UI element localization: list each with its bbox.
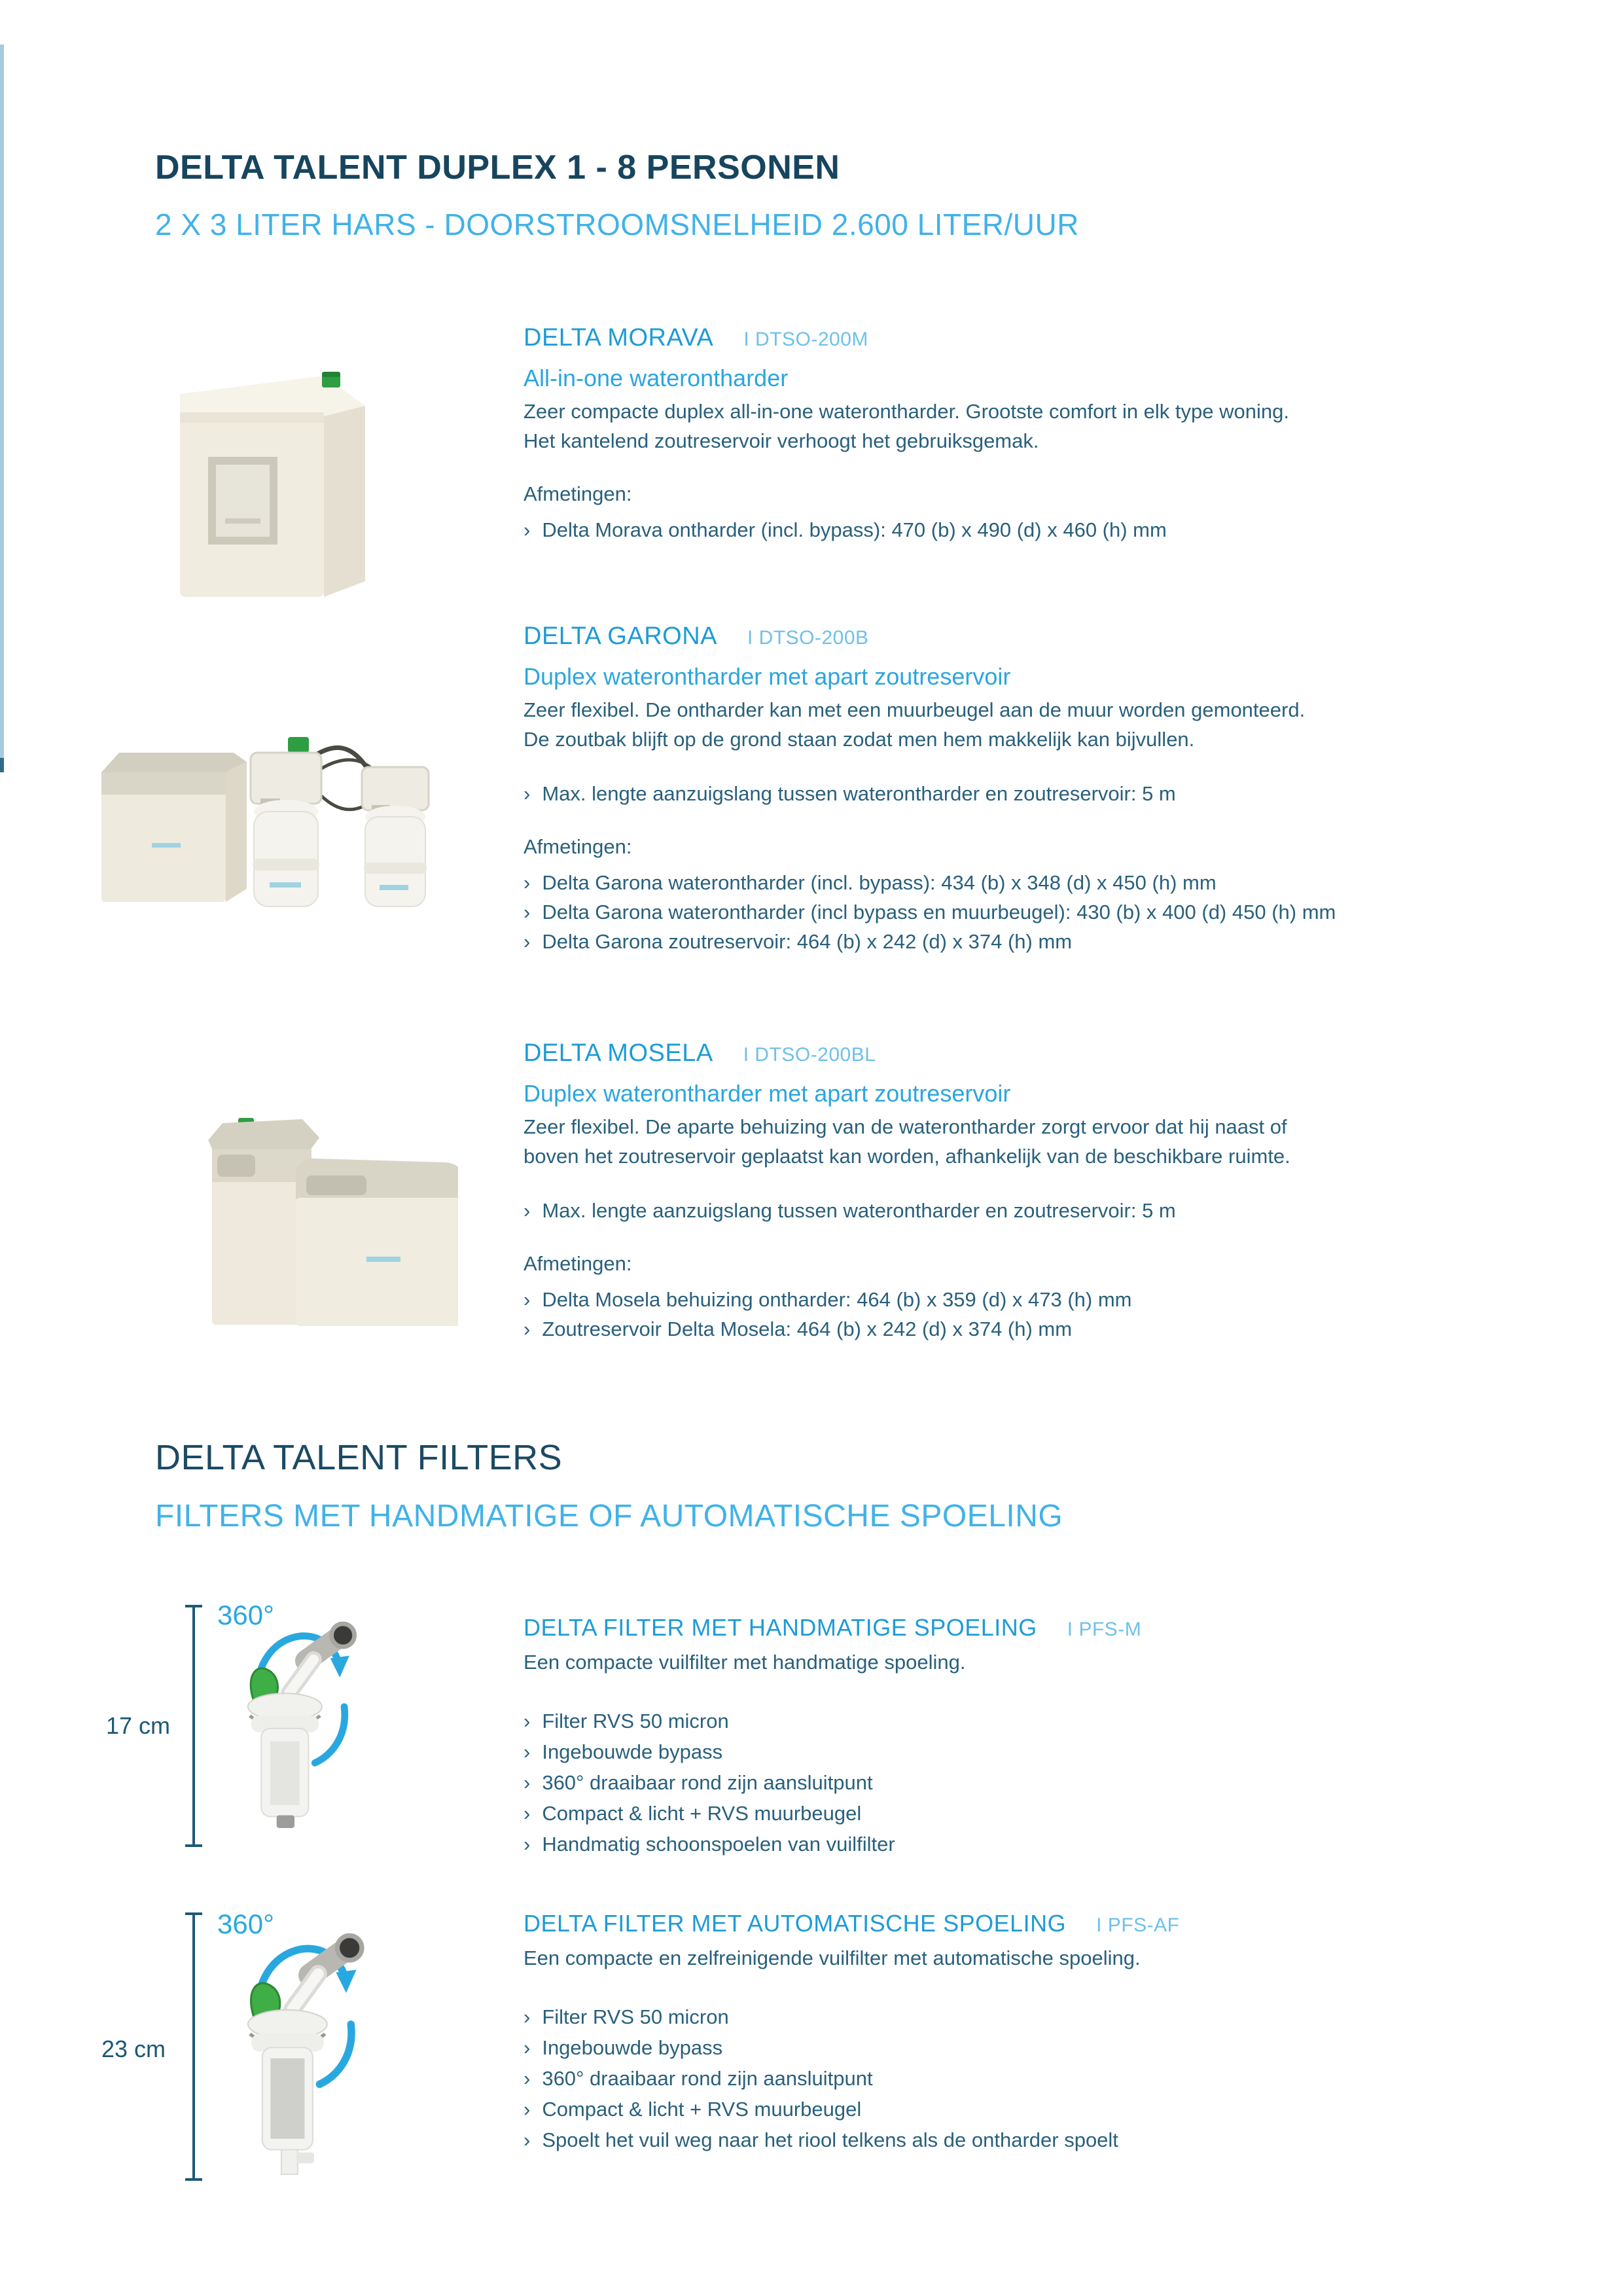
filter-name: DELTA FILTER MET AUTOMATISCHE SPOELING (524, 1910, 1067, 1937)
bullet-text: Compact & licht + RVS muurbeugel (542, 1802, 862, 1825)
product-name: DELTA MORAVA (524, 324, 714, 351)
chevron-bullet: › (524, 871, 531, 894)
height-dimension-line (185, 1912, 202, 2181)
product-code: I DTSO-200M (743, 329, 868, 350)
left-accent-bar (0, 45, 4, 758)
list-item (524, 515, 1453, 545)
description-line: boven het zoutreservoir geplaatst kan worden, afhankelijk van de beschikbare ruimte. (524, 1145, 1290, 1168)
feature-text: Max. lengte aanzuigslang tussen waterontharder en zoutreservoir: 5 m (542, 782, 1176, 805)
bullet-text: Compact & licht + RVS muurbeugel (542, 2098, 862, 2121)
list-item (524, 1285, 1453, 1314)
product-tagline: Duplex waterontharder met apart zoutreservoir (524, 663, 1011, 690)
filter-description: Een compacte en zelfreinigende vuilfilter met automatische spoeling. (524, 1946, 1141, 1969)
filter-automatic-illustration (216, 1906, 380, 2181)
list-item (524, 1829, 1505, 1859)
list-item (524, 1798, 1505, 1829)
feature-text: Max. lengte aanzuigslang tussen waterontharder en zoutreservoir: 5 m (542, 1199, 1176, 1222)
page-subtitle: 2 X 3 LITER HARS - DOORSTROOMSNELHEID 2.600 LITER/UUR (155, 207, 1079, 242)
dimension-list (524, 868, 1453, 956)
bullet-text: Filter RVS 50 micron (542, 2005, 729, 2028)
chevron-bullet: › (524, 901, 531, 924)
filter-image (216, 1597, 373, 1852)
filter-section-automatic (524, 1908, 1505, 2155)
chevron-bullet: › (524, 1833, 531, 1856)
dimension-list (524, 1285, 1453, 1344)
morava-cabinet-image (157, 353, 380, 615)
green-knob-icon (288, 737, 309, 753)
dimension-text: Delta Garona waterontharder (incl. bypass): 434 (b) x 348 (d) x 450 (h) mm (542, 871, 1217, 894)
filter-name: DELTA FILTER MET HANDMATIGE SPOELING (524, 1614, 1037, 1641)
height-dimension-line (185, 1605, 202, 1847)
chevron-bullet: › (524, 2036, 531, 2059)
left-accent-bar-end (0, 758, 4, 772)
garona-softener-image (92, 707, 458, 923)
chevron-bullet: › (524, 1740, 531, 1763)
product-name: DELTA MOSELA (524, 1039, 713, 1067)
dimension-text: Delta Mosela behuizing ontharder: 464 (b) x 359 (d) x 473 (h) mm (542, 1288, 1132, 1311)
bullet-text: Ingebouwde bypass (542, 2036, 723, 2059)
product-section-garona (524, 620, 1453, 956)
filter-image (216, 1906, 380, 2181)
bullet-text: Handmatig schoonspoelen van vuilfilter (542, 1833, 895, 1856)
filter-manual-illustration (216, 1597, 373, 1852)
afmetingen-label: Afmetingen: (524, 1252, 632, 1275)
page-title: DELTA TALENT DUPLEX 1 - 8 PERSONEN (155, 149, 840, 187)
chevron-bullet: › (524, 1199, 531, 1222)
list-item (524, 897, 1453, 927)
product-tagline: All-in-one waterontharder (524, 365, 789, 391)
dimension-text: Delta Garona zoutreservoir: 464 (b) x 242 (d) x 374 (h) mm (542, 930, 1073, 953)
feature-list (524, 1196, 1453, 1225)
height-label: 17 cm (106, 1712, 171, 1739)
mosela-softener-image (131, 1100, 458, 1342)
bullet-text: Filter RVS 50 micron (542, 1710, 729, 1732)
dimension-text: Delta Garona waterontharder (incl bypass en muurbeugel): 430 (b) x 400 (d) 450 (h) mm (542, 901, 1336, 924)
chevron-bullet: › (524, 1771, 531, 1794)
chevron-bullet: › (524, 1802, 531, 1825)
bullet-text: Ingebouwde bypass (542, 1740, 723, 1763)
chevron-bullet: › (524, 1288, 531, 1311)
list-item (524, 779, 1453, 808)
filter-description: Een compacte vuilfilter met handmatige spoeling. (524, 1651, 966, 1674)
mosela-product-illustration (131, 1100, 458, 1342)
chevron-bullet: › (524, 2128, 531, 2151)
dimension-text: Delta Morava ontharder (incl. bypass): 470 (b) x 490 (d) x 460 (h) mm (542, 518, 1167, 541)
dimension-list (524, 515, 1453, 545)
rotation-label: 360° (217, 1600, 274, 1630)
description-line: Zeer flexibel. De ontharder kan met een muurbeugel aan de muur worden gemonteerd. (524, 698, 1306, 721)
list-item (524, 1736, 1505, 1767)
description-line: Het kantelend zoutreservoir verhoogt het gebruiksgemak. (524, 429, 1039, 452)
product-section-mosela (524, 1037, 1453, 1344)
afmetingen-label: Afmetingen: (524, 835, 632, 858)
description-line: Zeer compacte duplex all-in-one waterontharder. Grootste comfort in elk type woning. (524, 400, 1289, 423)
chevron-bullet: › (524, 782, 531, 805)
list-item (524, 1196, 1453, 1225)
chevron-bullet: › (524, 2098, 531, 2121)
filters-section-title: DELTA TALENT FILTERS (155, 1438, 563, 1477)
product-code: I DTSO-200BL (743, 1044, 876, 1066)
feature-list (524, 779, 1453, 808)
chevron-bullet: › (524, 1318, 531, 1340)
page-header (155, 147, 1079, 243)
bullet-text: Spoelt het vuil weg naar het riool telkens als de ontharder spoelt (542, 2128, 1118, 2151)
dimension-text: Zoutreservoir Delta Mosela: 464 (b) x 242 (d) x 374 (h) mm (542, 1318, 1073, 1340)
list-item (524, 2063, 1505, 2094)
list-item (524, 927, 1453, 956)
product-description (524, 397, 1453, 456)
bullet-text: 360° draaibaar rond zijn aansluitpunt (542, 1771, 873, 1794)
chevron-bullet: › (524, 2067, 531, 2090)
chevron-bullet: › (524, 930, 531, 953)
list-item (524, 2001, 1505, 2032)
filters-section-header (155, 1437, 1063, 1535)
filter-bullet-list (524, 2001, 1505, 2155)
list-item (524, 1706, 1505, 1736)
list-item (524, 1767, 1505, 1798)
product-code: I DTSO-200B (747, 627, 869, 649)
height-label: 23 cm (101, 2036, 166, 2062)
product-description (524, 695, 1453, 754)
chevron-bullet: › (524, 518, 531, 541)
list-item (524, 2125, 1505, 2155)
filters-section-subtitle: FILTERS MET HANDMATIGE OF AUTOMATISCHE SPOELING (155, 1499, 1063, 1534)
chevron-bullet: › (524, 2005, 531, 2028)
morava-product-illustration (157, 353, 380, 615)
filter-code: I PFS-AF (1096, 1914, 1180, 1936)
list-item (524, 2032, 1505, 2063)
afmetingen-label: Afmetingen: (524, 482, 632, 505)
list-item (524, 1314, 1453, 1344)
description-line: Zeer flexibel. De aparte behuizing van de waterontharder zorgt ervoor dat hij naast of (524, 1115, 1287, 1138)
chevron-bullet: › (524, 1710, 531, 1732)
description-line: De zoutbak blijft op de grond staan zodat men hem makkelijk kan bijvullen. (524, 728, 1195, 751)
product-tagline: Duplex waterontharder met apart zoutreservoir (524, 1080, 1011, 1107)
list-item (524, 868, 1453, 897)
filter-bullet-list (524, 1706, 1505, 1859)
rotation-label: 360° (217, 1909, 274, 1939)
bullet-text: 360° draaibaar rond zijn aansluitpunt (542, 2067, 873, 2090)
product-name: DELTA GARONA (524, 622, 717, 650)
product-description (524, 1112, 1453, 1171)
filter-code: I PFS-M (1067, 1619, 1142, 1640)
list-item (524, 2094, 1505, 2125)
product-section-morava (524, 322, 1453, 545)
garona-product-illustration (92, 707, 458, 923)
filter-section-manual (524, 1612, 1505, 1859)
